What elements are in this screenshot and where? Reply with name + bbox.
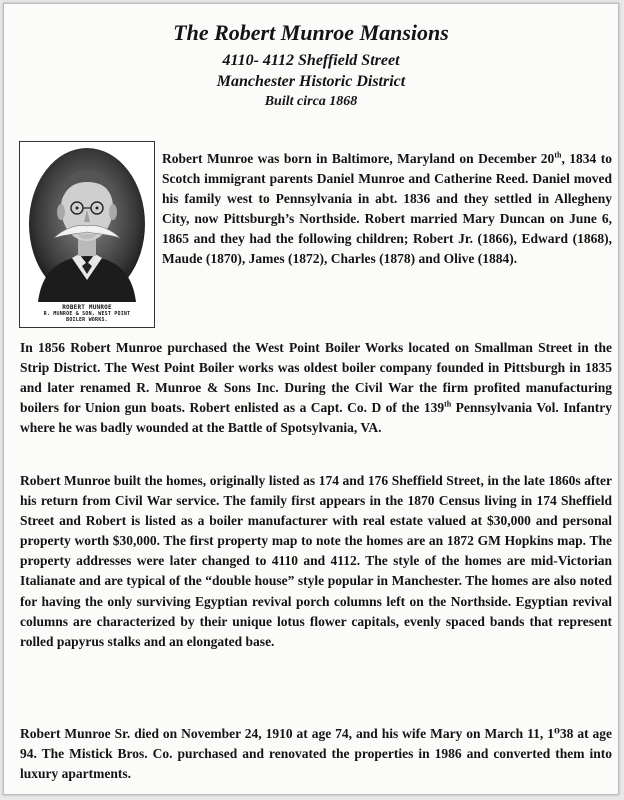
sign-header [4, 20, 618, 112]
portrait-caption-line2: BOILER WORKS. [66, 317, 108, 323]
p1-text-a: Robert Munroe was born in Baltimore, Maryland on December 20 [162, 151, 555, 166]
portrait-caption-line1: R. MUNROE & SON, WEST POINT [43, 311, 131, 317]
paragraph-boiler-works [20, 338, 612, 438]
built-date-line: Built circa 1868 [264, 94, 358, 109]
paragraph-biography [162, 149, 612, 270]
paragraph-later-years: Robert Munroe Sr. died on November 24, 1910 at age 74, and his wife Mary on March 11, 1⁰38 at age 94. The Mistick Bros. Co. purchased and renovated the properties in 1986 and converted them into luxury apartments. [20, 726, 612, 782]
robert-munroe-portrait [19, 141, 155, 328]
portrait-caption [20, 305, 154, 323]
p1-superscript: th [554, 150, 562, 160]
historic-marker-sign [3, 3, 619, 795]
paragraph-homes-history: Robert Munroe built the homes, originally listed as 174 and 176 Sheffield Street, in the late 1860s after his return from Civil War service. The family first appears in the 1870 Census living in 174 Sheffield Street and Robert is listed as a boiler manufacturer with real estate valued at $30,000 and personal property worth $30,000. The first property map to note the homes are an 1872 GM Hopkins map. The property addresses were later changed to 4110 and 4112. The style of the homes are mid-Victorian Italianate and are typical of the “double house” style popular in Manchester. The homes are also noted for having the only surviving Egyptian revival porch columns left on the Northside. Egyptian revival columns are characterized by their unique lotus flower capitals, evenly spaced bands that represent rolled papyrus stalks and an elongated base. [20, 473, 612, 649]
p2-superscript: th [444, 399, 452, 409]
address-line: 4110- 4112 Sheffield Street [222, 52, 400, 69]
sign-title: The Robert Munroe Mansions [173, 20, 449, 45]
portrait-caption-name: ROBERT MUNROE [62, 304, 112, 311]
p1-text-b: , 1834 to Scotch immigrant parents Daniel Munroe and Catherine Reed. Daniel moved his family west to Pennsylvania in abt. 1836 and they settled in Allegheny City, now Pittsburgh’s Northside. Robert married Mary Duncan on June 6, 1865 and they had the following children; Robert Jr. (1866), Edward (1868), Maude (1870), James (1872), Charles (1878) and Olive (1884). [162, 151, 612, 267]
portrait-engraving-image [20, 142, 154, 302]
p2-text-b: Pennsylvania Vol. Infantry where he was badly wounded at the Battle of Spotsylvania, VA. [20, 400, 612, 436]
district-line: Manchester Historic District [216, 73, 406, 90]
p2-text-a: In 1856 Robert Munroe purchased the West Point Boiler Works located on Smallman Street in the Strip District. The West Point Boiler works was oldest boiler company founded in Pittsburgh in 1835 and later renamed R. Munroe & Sons Inc. During the Civil War the firm profited manufacturing boilers for Union gun boats. Robert enlisted as a Capt. Co. D of the 139 [20, 340, 612, 416]
